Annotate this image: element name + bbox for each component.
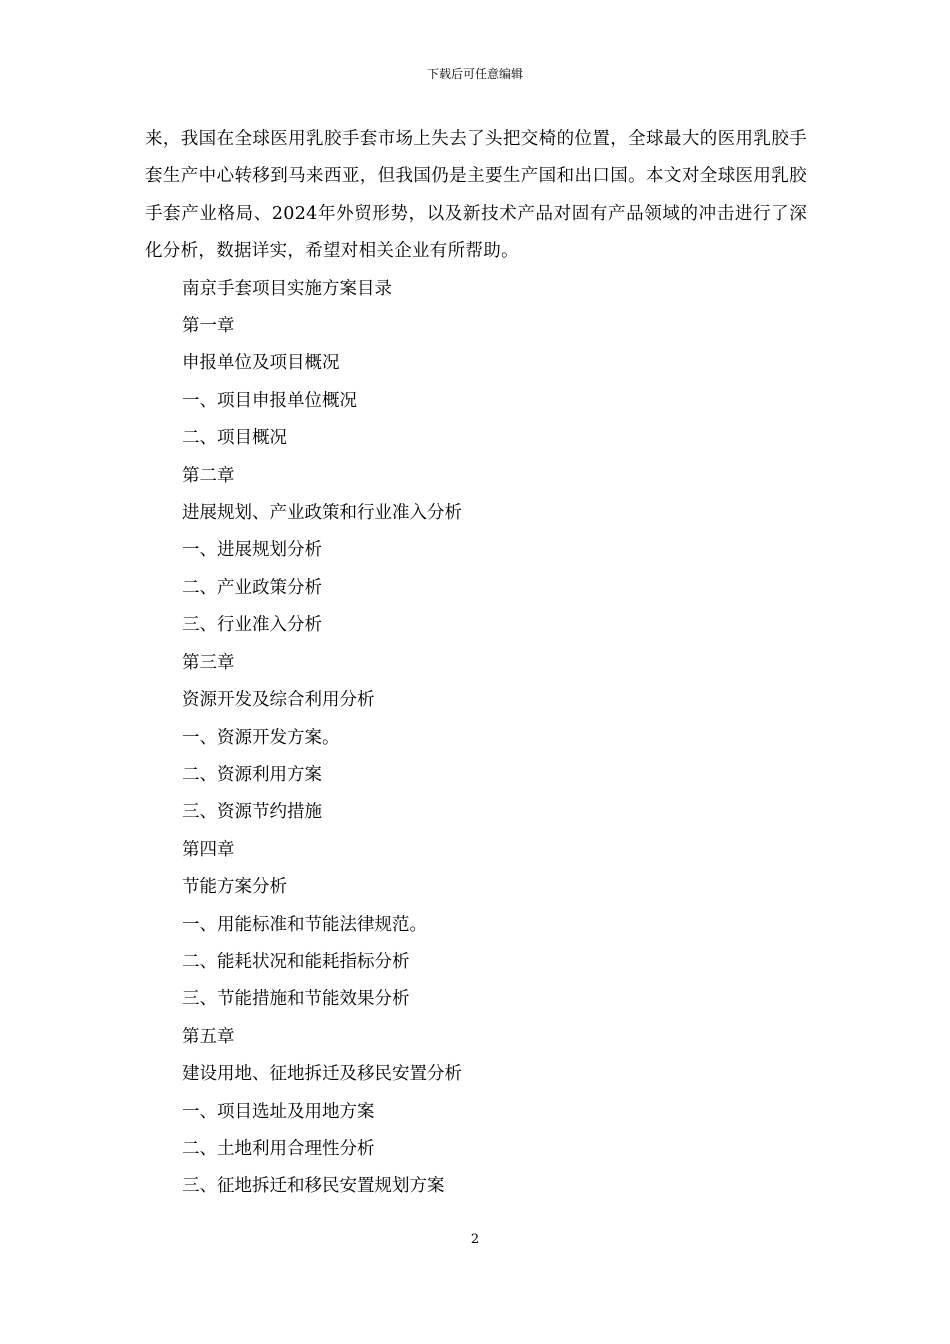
toc-chapter-4: 第四章 [182, 839, 235, 860]
toc-item: 三、征地拆迁和移民安置规划方案 [182, 1176, 445, 1197]
toc-item: 三、行业准入分析 [182, 615, 322, 636]
toc-item: 二、资源利用方案 [182, 764, 322, 785]
intro-paragraph: 来，我国在全球医用乳胶手套市场上失去了头把交椅的位置，全球最大的医用乳胶手套生产中心转移到马来西亚，但我国仍是主要生产国和出口国。本文对全球医用乳胶手套产业格局、2024年外贸形势，以及新技术产品对固有产品领域的冲击进行了深化分析，数据详实，希望对相关企业有所帮助。 [145, 129, 807, 262]
toc-item: 一、进展规划分析 [182, 540, 322, 561]
document-body [145, 121, 807, 1206]
toc-chapter-1: 第一章 [182, 316, 235, 337]
toc-item: 一、用能标准和节能法律规范。 [182, 914, 427, 935]
toc-chapter-2: 第二章 [182, 465, 235, 486]
toc-item: 一、项目选址及用地方案 [182, 1101, 375, 1122]
toc-item: 二、产业政策分析 [182, 577, 322, 598]
toc-chapter-3-title: 资源开发及综合利用分析 [182, 690, 375, 711]
toc-item: 一、资源开发方案。 [182, 727, 340, 748]
table-of-contents [145, 271, 807, 1206]
toc-item: 一、项目申报单位概况 [182, 390, 357, 411]
toc-item: 二、能耗状况和能耗指标分析 [182, 951, 410, 972]
toc-chapter-4-title: 节能方案分析 [182, 877, 287, 898]
toc-chapter-2-title: 进展规划、产业政策和行业准入分析 [182, 503, 462, 524]
toc-item: 三、资源节约措施 [182, 802, 322, 823]
toc-title: 南京手套项目实施方案目录 [182, 278, 392, 299]
toc-item: 三、节能措施和节能效果分析 [182, 989, 410, 1010]
toc-chapter-1-title: 申报单位及项目概况 [182, 353, 340, 374]
toc-item: 二、项目概况 [182, 428, 287, 449]
toc-chapter-3: 第三章 [182, 652, 235, 673]
toc-item: 二、土地利用合理性分析 [182, 1138, 375, 1159]
toc-chapter-5-title: 建设用地、征地拆迁及移民安置分析 [182, 1064, 462, 1085]
page-header: 下载后可任意编辑 [426, 67, 523, 81]
page-number: 2 [470, 1232, 480, 1247]
toc-chapter-5: 第五章 [182, 1026, 235, 1047]
